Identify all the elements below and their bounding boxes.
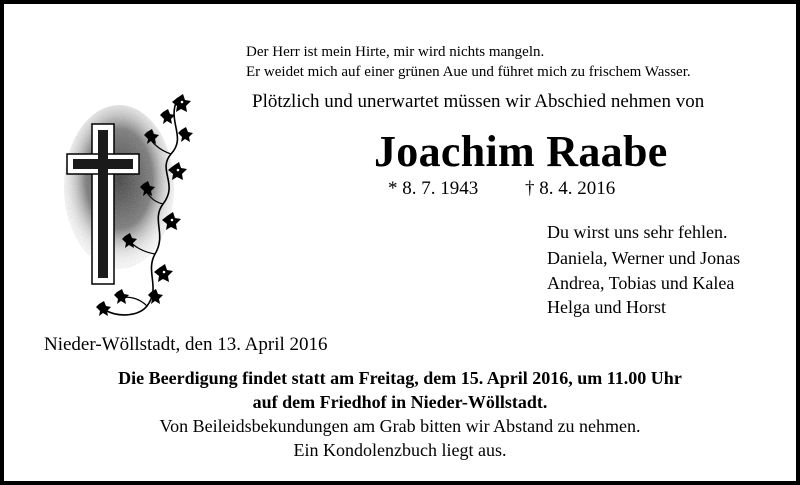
funeral-line-3: Von Beileidsbekundungen am Grab bitten wir Abstand zu nehmen.: [159, 416, 641, 436]
psalm-line-2: Er weidet mich auf einer grünen Aue und führet mich zu frischem Wasser.: [246, 64, 691, 80]
family-block: [547, 220, 740, 319]
psalm-quote: [246, 42, 691, 82]
psalm-line-1: Der Herr ist mein Hirte, mir wird nichts mangeln.: [246, 44, 545, 60]
funeral-line-2: auf dem Friedhof in Nieder-Wöllstadt.: [252, 392, 548, 412]
cross-with-ivy-icon: [59, 92, 199, 324]
deceased-name: Joachim Raabe: [374, 127, 668, 176]
family-names-1: Daniela, Werner und Jonas: [547, 248, 741, 269]
funeral-info: [4, 366, 796, 462]
death-date: † 8. 4. 2016: [525, 178, 616, 199]
intro-text: Plötzlich und unerwartet müssen wir Abschied nehmen von: [252, 91, 705, 112]
funeral-line-4: Ein Kondolenzbuch liegt aus.: [293, 440, 507, 460]
farewell-line: Du wirst uns sehr fehlen.: [547, 222, 728, 242]
funeral-line-1: Die Beerdigung findet statt am Freitag, dem 15. April 2016, um 11.00 Uhr: [118, 368, 682, 388]
birth-date: * 8. 7. 1943: [388, 178, 479, 199]
place-and-date: Nieder-Wöllstadt, den 13. April 2016: [44, 334, 328, 355]
family-names-3: Helga und Horst: [547, 296, 666, 317]
family-names-2: Andrea, Tobias und Kalea: [547, 272, 735, 293]
